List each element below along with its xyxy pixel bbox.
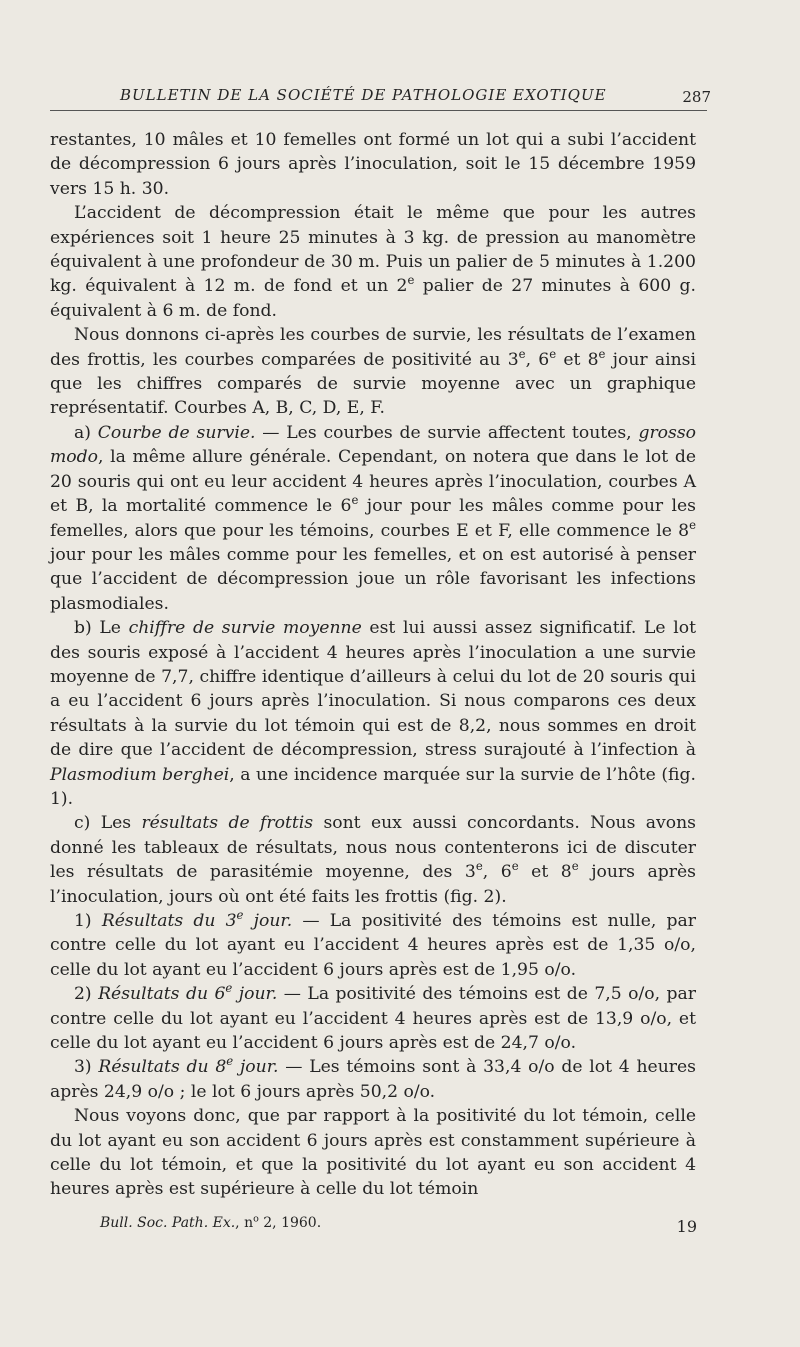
paragraph — [50, 982, 696, 1055]
footer — [100, 1213, 697, 1236]
italic-text: jour. — [243, 911, 293, 931]
text-run: palier de 27 minutes à 600 g. équivalent à 6 m. de fond. — [50, 276, 696, 321]
text-run: Nous voyons donc, que par rapport à la positivité du lot témoin, celle du lot ayant eu son accident 6 jours après est constamment supérieure à celle du lot témoin, et que la positivité du lot ayant eu son accident 4 heures après est supérieure à celle du lot témoin — [50, 1106, 696, 1200]
text-run: jours après l’inoculation, jours où ont été faits les frottis (fig. 2). — [50, 862, 696, 907]
text-run: c) Les — [74, 813, 142, 834]
text-run: et 8 — [518, 862, 572, 883]
italic-text: résultats de frottis — [141, 813, 314, 834]
paragraph — [50, 909, 696, 982]
text-run: 3) — [74, 1057, 99, 1078]
citation-number-sup: o — [253, 1213, 259, 1225]
paragraph — [50, 1055, 696, 1104]
superscript: e — [549, 346, 557, 361]
paragraph — [50, 201, 696, 323]
text-run: , 6 — [525, 349, 550, 370]
superscript: e — [475, 859, 483, 874]
text-run: restantes, 10 mâles et 10 femelles ont formé un lot qui a subi l’accident de décompression 6 jours après l’inoculation, soit le 15 décembre 1959 vers 15 h. 30. — [50, 130, 696, 199]
superscript: e — [407, 273, 415, 288]
text-run: , a une incidence marquée sur la survie de l’hôte (fig. 1). — [50, 764, 696, 809]
citation-journal: Bull. Soc. Path. Ex. — [100, 1215, 236, 1231]
citation-issue: 2, 1960. — [258, 1215, 322, 1231]
italic-text: Résultats du 6 — [98, 984, 226, 1005]
text-run: et 8 — [556, 349, 599, 370]
text-run: — La positivité des témoins est nulle, par contre celle du lot ayant eu l’accident 4 heures après est de 1,35 o/o, celle du lot ayant eu l’accident 6 jours après est de 1,95 o/o. — [50, 911, 696, 980]
signature-mark: 19 — [676, 1217, 697, 1236]
italic-text: Plasmodium berghei — [50, 764, 230, 785]
text-run: 2) — [74, 984, 99, 1005]
text-run: 1) — [74, 911, 102, 931]
text-run: — Les courbes de survie affectent toutes, — [255, 422, 639, 443]
running-header — [50, 86, 711, 111]
paragraph — [50, 128, 696, 201]
superscript: e — [518, 346, 526, 361]
superscript: e — [571, 859, 579, 874]
superscript: e — [351, 493, 359, 508]
text-run: jour pour les mâles comme pour les femelles, alors que pour les témoins, courbes E et F, elle commence le 8 — [50, 496, 696, 541]
superscript: e — [598, 346, 606, 361]
italic-text: Résultats du 3 — [101, 911, 237, 931]
paragraph — [50, 616, 696, 811]
page-number: 287 — [682, 88, 711, 106]
superscript: e — [689, 517, 696, 532]
superscript: e — [226, 1054, 234, 1069]
paragraph — [50, 421, 696, 616]
italic-text: Courbe de survie. — [97, 422, 256, 443]
superscript: e — [236, 907, 244, 922]
text-run: est lui aussi assez significatif. Le lot des souris exposé à l’accident 4 heures après l’inoculation a une survie moyenne de 7,7, chiffre identique d’ailleurs à celui du lot de 20 souris qui a eu l’accident 6 jours après l’inoculation. Si nous comparons ces deux résultats à la survie du lot témoin qui est de 8,2, nous sommes en droit de dire que l’accident de décompression, stress surajouté à l’infection à — [50, 618, 696, 761]
italic-text: grosso modo — [50, 422, 696, 468]
journal-title: BULLETIN DE LA SOCIÉTÉ DE PATHOLOGIE EXOTIQUE — [120, 86, 607, 104]
text-run: , la même allure générale. Cependant, on notera que dans le lot de 20 souris qui ont eu leur accident 4 heures après l’inoculation, courbes A et B, la mortalité commence le 6 — [50, 447, 696, 517]
italic-text: chiffre de survie moyenne — [128, 618, 362, 639]
text-run: — Les témoins sont à 33,4 o/o de lot 4 heures après 24,9 o/o ; le lot 6 jours après 50,2 o/o. — [50, 1057, 697, 1102]
text-run: b) Le — [74, 618, 129, 639]
superscript: e — [225, 981, 233, 996]
body-text — [50, 128, 696, 1202]
text-run: jour ainsi que les chiffres comparés de survie moyenne avec un graphique représentatif. Courbes A, B, C, D, E, F. — [50, 349, 696, 419]
text-run: a) — [74, 422, 98, 443]
text-run: jour pour les mâles comme pour les femelles, et on est autorisé à penser que l’accident de décompression joue un rôle favorisant les infections plasmodiales. — [50, 544, 696, 614]
text-run: Nous donnons ci-après les courbes de survie, les résultats de l’examen des frottis, les courbes comparées de positivité au 3 — [50, 325, 696, 370]
paragraph — [50, 811, 696, 909]
italic-text: Résultats du 8 — [98, 1057, 227, 1078]
text-run: L’accident de décompression était le même que pour les autres expériences soit 1 heure 25 minutes à 3 kg. de pression au manomètre équivalent à une profondeur de 30 m. Puis un palier de 5 minutes à 1.200 kg. équivalent à 12 m. de fond et un 2 — [50, 203, 696, 297]
italic-text: jour. — [232, 984, 278, 1005]
footer-citation — [100, 1215, 321, 1231]
italic-text: jour. — [233, 1057, 279, 1078]
text-run: — La positivité des témoins est de 7,5 o/o, par contre celle du lot ayant eu l’accident 4 heures après est de 13,9 o/o, et celle du lot ayant eu l’accident 6 jours après est de 24,7 o/o. — [50, 984, 697, 1054]
paragraph — [50, 323, 696, 421]
paragraph — [50, 1104, 696, 1202]
superscript: e — [511, 859, 519, 874]
citation-number-label: , n — [235, 1215, 254, 1231]
text-run: sont eux aussi concordants. Nous avons donné les tableaux de résultats, nous nous contenterons ici de discuter les résultats de parasitémie moyenne, des 3 — [50, 813, 696, 883]
text-run: , 6 — [482, 862, 512, 883]
